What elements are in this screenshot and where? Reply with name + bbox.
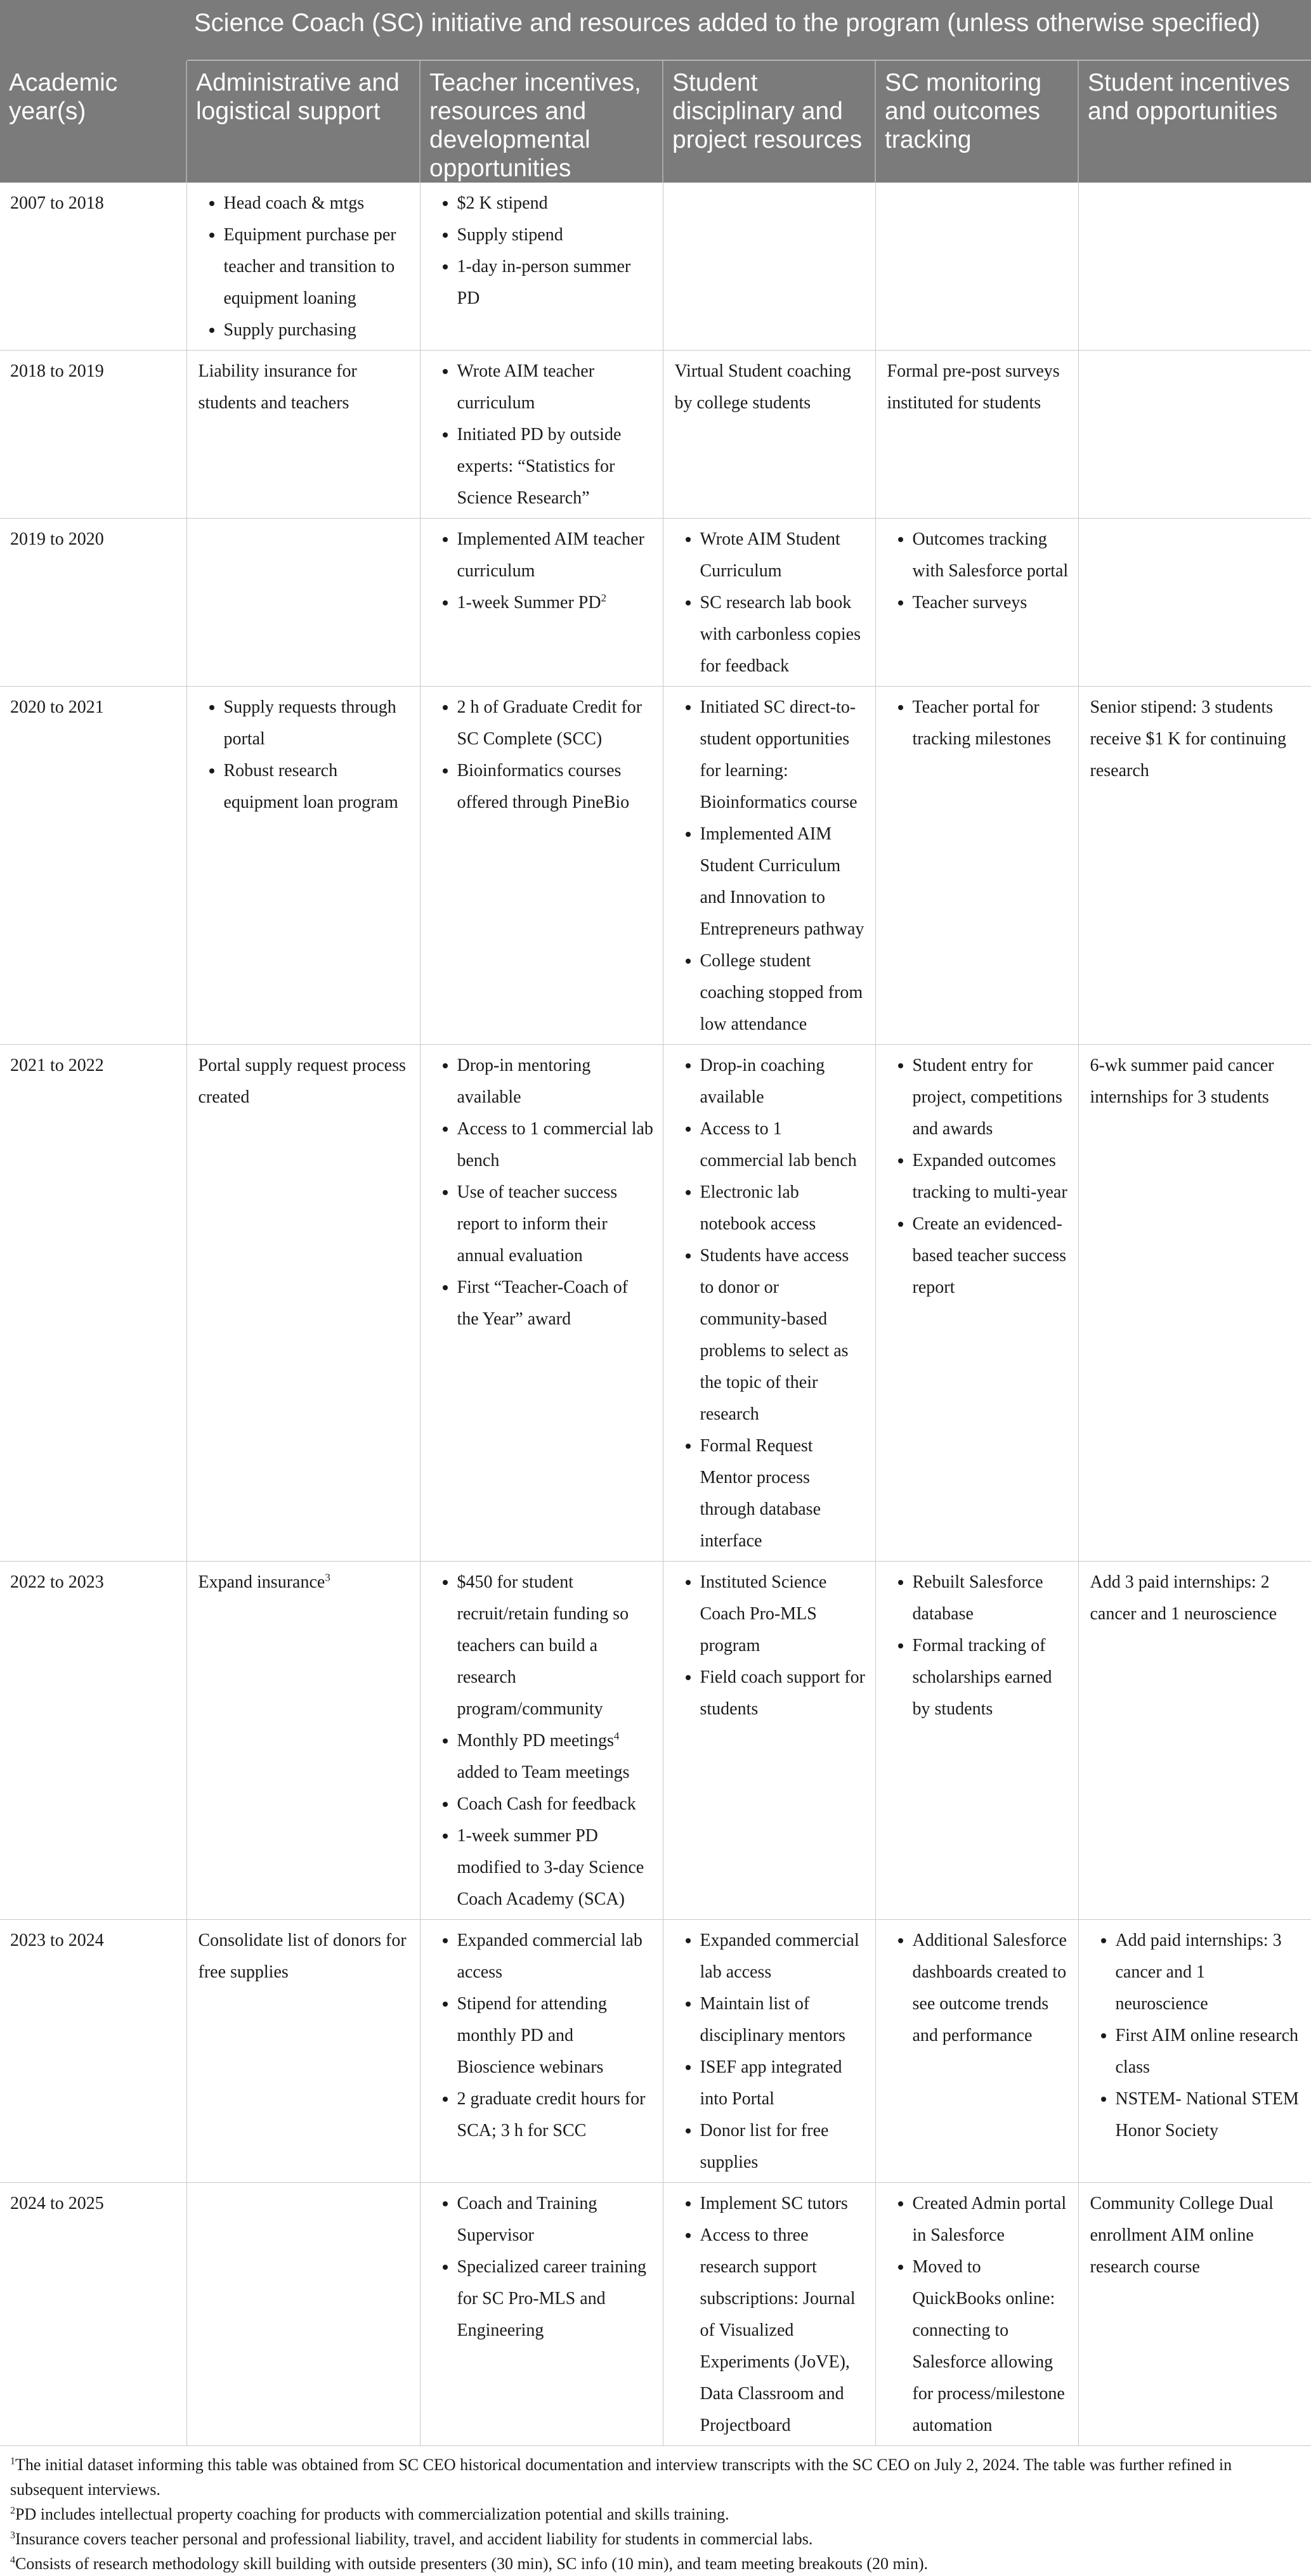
incentives-cell bbox=[1078, 183, 1311, 351]
column-header-teacher: Teacher incentives, resources and developmental opportunities bbox=[420, 60, 663, 183]
item-text: Supply requests through portal bbox=[223, 697, 396, 749]
bullet-list bbox=[432, 1925, 654, 2147]
item-text: 1-week summer PD modified to 3-day Science Coach Academy (SCA) bbox=[457, 1826, 644, 1909]
student-resources-cell bbox=[663, 687, 875, 1045]
bullet-list bbox=[887, 1050, 1069, 1304]
teacher-cell bbox=[420, 1920, 663, 2183]
list-item bbox=[700, 1662, 866, 1725]
teacher-cell bbox=[420, 519, 663, 687]
span-header: Science Coach (SC) initiative and resources added to the program (unless otherwise specified) bbox=[186, 0, 1311, 60]
item-text: Use of teacher success report to inform their annual evaluation bbox=[457, 1182, 618, 1265]
item-text: Supply purchasing bbox=[223, 320, 356, 340]
list-item bbox=[700, 1177, 866, 1240]
bullet-list bbox=[199, 692, 411, 819]
table-row bbox=[0, 519, 1311, 687]
list-item bbox=[457, 2188, 654, 2251]
list-item bbox=[457, 1272, 654, 1335]
list-item bbox=[1116, 2020, 1303, 2083]
list-item bbox=[457, 1050, 654, 1113]
list-item bbox=[700, 1430, 866, 1557]
item-text: Create an evidenced-based teacher success report bbox=[912, 1214, 1067, 1297]
list-item bbox=[457, 2083, 654, 2147]
list-item bbox=[457, 356, 654, 419]
item-text: $450 for student recruit/retain funding so teachers can build a research program/community bbox=[457, 1572, 629, 1719]
column-header-incentives: Student incentives and opportunities bbox=[1078, 60, 1311, 183]
list-item bbox=[700, 1988, 866, 2052]
student-resources-cell bbox=[663, 1562, 875, 1920]
list-item bbox=[913, 692, 1069, 755]
list-item bbox=[700, 2052, 866, 2115]
incentives-cell bbox=[1078, 687, 1311, 1045]
year-cell: 2021 to 2022 bbox=[0, 1045, 186, 1562]
item-text: Teacher portal for tracking milestones bbox=[912, 697, 1052, 749]
item-text: Expanded outcomes tracking to multi-year bbox=[912, 1151, 1067, 1202]
list-item bbox=[700, 945, 866, 1040]
item-text: Monthly PD meetings bbox=[457, 1731, 614, 1751]
list-item bbox=[700, 692, 866, 819]
incentives-cell bbox=[1078, 1920, 1311, 2183]
bullet-list bbox=[432, 188, 654, 314]
item-text: Additional Salesforce dashboards created to see outcome trends and performance bbox=[912, 1931, 1067, 2045]
bullet-list bbox=[887, 692, 1069, 755]
cell-text: Virtual Student coaching by college students bbox=[674, 361, 851, 413]
item-text: Formal Request Mentor process through database interface bbox=[700, 1436, 821, 1551]
list-item bbox=[224, 314, 411, 346]
year-cell: 2020 to 2021 bbox=[0, 687, 186, 1045]
item-text: Specialized career training for SC Pro-MLS and Engineering bbox=[457, 2257, 646, 2340]
list-item bbox=[700, 1567, 866, 1662]
list-item bbox=[700, 1925, 866, 1988]
monitoring-cell bbox=[875, 1045, 1078, 1562]
cell-text: Expand insurance bbox=[198, 1572, 325, 1592]
item-text: Formal tracking of scholarships earned by students bbox=[912, 1636, 1052, 1719]
table-row bbox=[0, 2183, 1311, 2446]
incentives-cell bbox=[1078, 1045, 1311, 1562]
item-text: Teacher surveys bbox=[912, 593, 1027, 612]
student-resources-cell bbox=[663, 1045, 875, 1562]
footnote-number: 2 bbox=[10, 2505, 15, 2516]
footnote-marker: 4 bbox=[613, 1730, 620, 1742]
item-text: Coach and Training Supervisor bbox=[457, 2194, 597, 2245]
list-item bbox=[457, 1789, 654, 1820]
footnote bbox=[10, 2551, 1301, 2576]
list-item bbox=[457, 1567, 654, 1725]
table-row bbox=[0, 183, 1311, 351]
list-item bbox=[457, 1113, 654, 1177]
footnote-number: 1 bbox=[10, 2456, 15, 2467]
table-body bbox=[0, 183, 1311, 2446]
list-item bbox=[700, 524, 866, 587]
item-text: Student entry for project, competitions and awards bbox=[912, 1056, 1062, 1139]
table-header bbox=[0, 0, 1311, 183]
bullet-list bbox=[675, 1567, 866, 1725]
bullet-list bbox=[675, 2188, 866, 2442]
item-text: Head coach & mtgs bbox=[223, 193, 365, 213]
item-text: Expanded commercial lab access bbox=[457, 1931, 642, 1982]
footnote-text: PD includes intellectual property coaching for products with commercialization potential and skills training. bbox=[15, 2505, 729, 2523]
student-resources-cell bbox=[663, 183, 875, 351]
item-text: Students have access to donor or community-based problems to select as the topic of their research bbox=[700, 1246, 849, 1424]
header-corner bbox=[0, 0, 186, 60]
column-header-student-resources: Student disciplinary and project resources bbox=[663, 60, 875, 183]
monitoring-cell bbox=[875, 1562, 1078, 1920]
monitoring-cell bbox=[875, 183, 1078, 351]
list-item bbox=[457, 1725, 654, 1789]
year-cell: 2007 to 2018 bbox=[0, 183, 186, 351]
list-item bbox=[1116, 1925, 1303, 2020]
list-item bbox=[457, 188, 654, 219]
item-text: Initiated SC direct-to-student opportunities for learning: Bioinformatics course bbox=[700, 697, 858, 812]
year-cell: 2023 to 2024 bbox=[0, 1920, 186, 2183]
admin-cell bbox=[186, 1562, 420, 1920]
student-resources-cell bbox=[663, 1920, 875, 2183]
admin-cell bbox=[186, 183, 420, 351]
list-item bbox=[700, 2220, 866, 2442]
footnotes bbox=[0, 2446, 1311, 2576]
list-item bbox=[913, 1208, 1069, 1304]
admin-cell bbox=[186, 1920, 420, 2183]
list-item bbox=[457, 755, 654, 819]
year-cell: 2018 to 2019 bbox=[0, 351, 186, 519]
column-header-year: Academic year(s) bbox=[0, 60, 186, 183]
list-item bbox=[224, 692, 411, 755]
bullet-list bbox=[199, 188, 411, 346]
item-text: ISEF app integrated into Portal bbox=[700, 2057, 842, 2109]
bullet-list bbox=[675, 524, 866, 682]
footnote-marker: 2 bbox=[601, 592, 607, 604]
bullet-list bbox=[887, 2188, 1069, 2442]
admin-cell bbox=[186, 351, 420, 519]
cell-text: Consolidate list of donors for free supplies bbox=[198, 1931, 407, 1982]
list-item bbox=[700, 2115, 866, 2178]
bullet-list bbox=[675, 1925, 866, 2178]
item-text: Rebuilt Salesforce database bbox=[912, 1572, 1043, 1624]
item-text: SC research lab book with carbonless copies for feedback bbox=[700, 593, 861, 676]
bullet-list bbox=[675, 692, 866, 1040]
bullet-list bbox=[432, 1050, 654, 1335]
monitoring-cell bbox=[875, 519, 1078, 687]
bullet-list bbox=[887, 524, 1069, 619]
incentives-cell bbox=[1078, 519, 1311, 687]
item-text: Field coach support for students bbox=[700, 1667, 865, 1719]
bullet-list bbox=[432, 2188, 654, 2346]
incentives-cell bbox=[1078, 351, 1311, 519]
item-text: 1-week Summer PD bbox=[457, 593, 601, 612]
bullet-list bbox=[432, 692, 654, 819]
bullet-list bbox=[432, 524, 654, 619]
list-item bbox=[913, 1567, 1069, 1630]
column-header-monitoring: SC monitoring and outcomes tracking bbox=[875, 60, 1078, 183]
footnote-number: 3 bbox=[10, 2530, 15, 2541]
list-item bbox=[457, 692, 654, 755]
list-item bbox=[913, 587, 1069, 619]
item-text: Electronic lab notebook access bbox=[700, 1182, 816, 1234]
item-text: Outcomes tracking with Salesforce portal bbox=[912, 529, 1069, 581]
cell-text: Add 3 paid internships: 2 cancer and 1 neuroscience bbox=[1090, 1572, 1277, 1624]
item-text: Implement SC tutors bbox=[700, 2194, 848, 2213]
item-text: Drop-in mentoring available bbox=[457, 1056, 591, 1107]
list-item bbox=[457, 219, 654, 251]
item-text: College student coaching stopped from low attendance bbox=[700, 951, 863, 1034]
teacher-cell bbox=[420, 351, 663, 519]
list-item bbox=[913, 1145, 1069, 1208]
item-text: Wrote AIM teacher curriculum bbox=[457, 361, 595, 413]
bullet-list bbox=[432, 1567, 654, 1915]
item-text: Expanded commercial lab access bbox=[700, 1931, 859, 1982]
list-item bbox=[1116, 2083, 1303, 2147]
item-text: Wrote AIM Student Curriculum bbox=[700, 529, 840, 581]
item-text: Access to 1 commercial lab bench bbox=[457, 1119, 653, 1170]
bullet-list bbox=[675, 1050, 866, 1557]
incentives-cell bbox=[1078, 1562, 1311, 1920]
list-item bbox=[913, 2188, 1069, 2251]
list-item bbox=[913, 524, 1069, 587]
item-text: Instituted Science Coach Pro-MLS program bbox=[700, 1572, 827, 1655]
cell-text: Senior stipend: 3 students receive $1 K for continuing research bbox=[1090, 697, 1286, 780]
student-resources-cell bbox=[663, 2183, 875, 2446]
footnote-marker: 3 bbox=[325, 1571, 330, 1584]
list-item bbox=[700, 1050, 866, 1113]
item-text: Initiated PD by outside experts: “Statistics for Science Research” bbox=[457, 425, 622, 508]
year-cell: 2024 to 2025 bbox=[0, 2183, 186, 2446]
item-text: Access to three research support subscriptions: Journal of Visualized Experiments (JoVE), Data Classroom and Projectboard bbox=[700, 2225, 856, 2435]
list-item bbox=[224, 219, 411, 314]
footnote-text: The initial dataset informing this table was obtained from SC CEO historical documentation and interview transcripts with the SC CEO on July 2, 2024. The table was further refined in subsequent interviews. bbox=[10, 2456, 1232, 2499]
item-text: Donor list for free supplies bbox=[700, 2121, 829, 2172]
list-item bbox=[913, 1925, 1069, 2052]
item-text: Add paid internships: 3 cancer and 1 neuroscience bbox=[1115, 1931, 1282, 2014]
footnote-text: Insurance covers teacher personal and professional liability, travel, and accident liability for students in commercial labs. bbox=[15, 2530, 813, 2548]
list-item bbox=[700, 2188, 866, 2220]
item-text: Bioinformatics courses offered through PineBio bbox=[457, 761, 630, 812]
column-header-admin: Administrative and logistical support bbox=[186, 60, 420, 183]
list-item bbox=[457, 1177, 654, 1272]
admin-cell bbox=[186, 687, 420, 1045]
incentives-cell bbox=[1078, 2183, 1311, 2446]
item-text: NSTEM- National STEM Honor Society bbox=[1115, 2089, 1299, 2140]
list-item bbox=[700, 819, 866, 945]
item-text: First AIM online research class bbox=[1115, 2026, 1298, 2077]
teacher-cell bbox=[420, 2183, 663, 2446]
table-row bbox=[0, 1045, 1311, 1562]
bullet-list bbox=[1090, 1925, 1303, 2147]
list-item bbox=[913, 1630, 1069, 1725]
list-item bbox=[457, 524, 654, 587]
table-row bbox=[0, 687, 1311, 1045]
list-item bbox=[700, 1113, 866, 1177]
admin-cell bbox=[186, 1045, 420, 1562]
item-text: Supply stipend bbox=[457, 225, 563, 245]
item-text-tail: added to Team meetings bbox=[457, 1763, 630, 1782]
cell-text: Portal supply request process created bbox=[198, 1056, 406, 1107]
student-resources-cell bbox=[663, 519, 875, 687]
footnote bbox=[10, 2452, 1301, 2502]
cell-text: Community College Dual enrollment AIM online research course bbox=[1090, 2194, 1274, 2277]
footnote-text: Consists of research methodology skill building with outside presenters (30 min), SC info (10 min), and team meeting breakouts (20 min). bbox=[15, 2554, 929, 2573]
item-text: Access to 1 commercial lab bench bbox=[700, 1119, 857, 1170]
monitoring-cell bbox=[875, 687, 1078, 1045]
item-text: Implemented AIM teacher curriculum bbox=[457, 529, 644, 581]
list-item bbox=[457, 251, 654, 314]
item-text: Implemented AIM Student Curriculum and Innovation to Entrepreneurs pathway bbox=[700, 824, 864, 939]
item-text: $2 K stipend bbox=[457, 193, 548, 213]
list-item bbox=[700, 1240, 866, 1430]
cell-text: Liability insurance for students and teachers bbox=[198, 361, 357, 413]
list-item bbox=[224, 188, 411, 219]
item-text: Equipment purchase per teacher and transition to equipment loaning bbox=[223, 225, 396, 308]
cell-text: 6-wk summer paid cancer internships for 3 students bbox=[1090, 1056, 1274, 1107]
table-row bbox=[0, 351, 1311, 519]
teacher-cell bbox=[420, 1045, 663, 1562]
footnote bbox=[10, 2527, 1301, 2551]
list-item bbox=[457, 1925, 654, 1988]
item-text: Robust research equipment loan program bbox=[223, 761, 398, 812]
item-text: Stipend for attending monthly PD and Bioscience webinars bbox=[457, 1994, 607, 2077]
student-resources-cell bbox=[663, 351, 875, 519]
list-item bbox=[224, 755, 411, 819]
list-item bbox=[457, 1820, 654, 1915]
teacher-cell bbox=[420, 1562, 663, 1920]
list-item bbox=[457, 2251, 654, 2346]
item-text: Coach Cash for feedback bbox=[457, 1794, 636, 1814]
table-row bbox=[0, 1920, 1311, 2183]
list-item bbox=[457, 419, 654, 514]
monitoring-cell bbox=[875, 1920, 1078, 2183]
admin-cell bbox=[186, 2183, 420, 2446]
monitoring-cell bbox=[875, 2183, 1078, 2446]
list-item bbox=[913, 1050, 1069, 1145]
item-text: 2 h of Graduate Credit for SC Complete (SCC) bbox=[457, 697, 642, 749]
table-row bbox=[0, 1562, 1311, 1920]
item-text: Created Admin portal in Salesforce bbox=[912, 2194, 1067, 2245]
item-text: 2 graduate credit hours for SCA; 3 h for SCC bbox=[457, 2089, 646, 2140]
item-text: 1-day in-person summer PD bbox=[457, 257, 631, 308]
footnote bbox=[10, 2502, 1301, 2527]
footnote-number: 4 bbox=[10, 2554, 15, 2566]
year-cell: 2019 to 2020 bbox=[0, 519, 186, 687]
monitoring-cell bbox=[875, 351, 1078, 519]
cell-text: Formal pre-post surveys instituted for students bbox=[887, 361, 1060, 413]
teacher-cell bbox=[420, 183, 663, 351]
list-item bbox=[457, 587, 654, 619]
admin-cell bbox=[186, 519, 420, 687]
year-cell: 2022 to 2023 bbox=[0, 1562, 186, 1920]
bullet-list bbox=[887, 1925, 1069, 2052]
bullet-list bbox=[887, 1567, 1069, 1725]
item-text: Moved to QuickBooks online: connecting to Salesforce allowing for process/milestone automation bbox=[912, 2257, 1065, 2435]
item-text: Maintain list of disciplinary mentors bbox=[700, 1994, 845, 2045]
item-text: Drop-in coaching available bbox=[700, 1056, 825, 1107]
bullet-list bbox=[432, 356, 654, 514]
item-text: First “Teacher-Coach of the Year” award bbox=[457, 1278, 629, 1329]
list-item bbox=[913, 2251, 1069, 2442]
teacher-cell bbox=[420, 687, 663, 1045]
list-item bbox=[457, 1988, 654, 2083]
list-item bbox=[700, 587, 866, 682]
